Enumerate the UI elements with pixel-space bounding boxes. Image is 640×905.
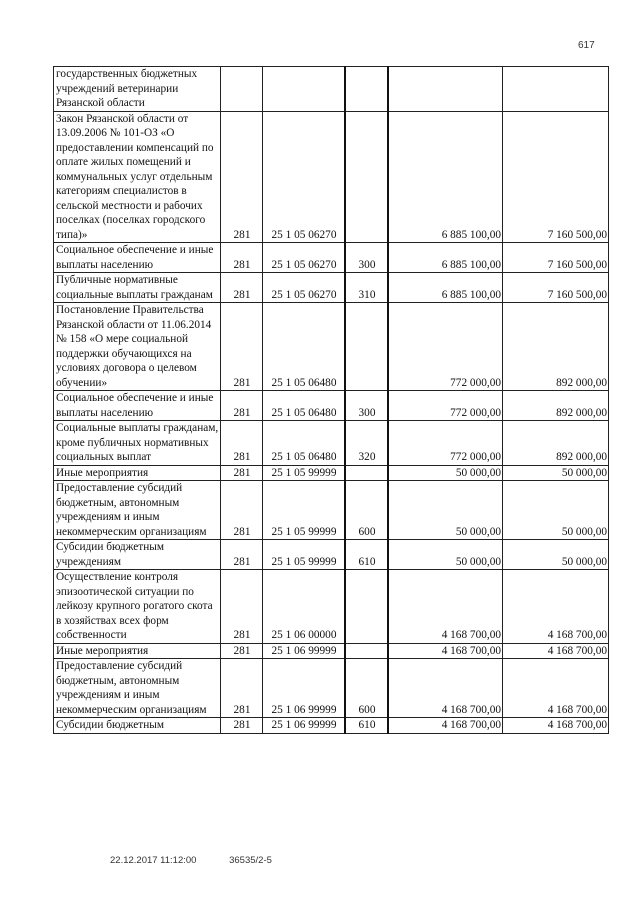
row-name-cell: Закон Рязанской области от 13.09.2006 № 101-ОЗ «О предоставлении компенсаций по оплате жилых помещений и коммунальных услуг отдельным категориям специалистов в сельской местности и рабочих поселках (поселках городского типа)» xyxy=(54,111,221,243)
row-amount-2018-cell: 50 000,00 xyxy=(388,465,503,481)
row-ministry-code-cell: 281 xyxy=(221,243,263,273)
row-target-code-cell: 25 1 05 06480 xyxy=(263,303,346,391)
row-amount-2018-cell: 50 000,00 xyxy=(388,540,503,570)
row-expense-type-cell: 320 xyxy=(345,421,388,466)
footer-document-id: 36535/2-5 xyxy=(229,855,272,866)
row-amount-2019-cell: 4 168 700,00 xyxy=(503,659,609,718)
row-name-cell: Постановление Правительства Рязанской области от 11.06.2014 № 158 «О мере социальной поддержки обучающихся на условиях договора о целевом обучении» xyxy=(54,303,221,391)
row-expense-type-cell xyxy=(345,570,388,644)
footer-timestamp: 22.12.2017 11:12:00 xyxy=(110,855,197,866)
row-ministry-code-cell: 281 xyxy=(221,659,263,718)
table-row xyxy=(54,273,609,303)
row-ministry-code-cell: 281 xyxy=(221,303,263,391)
table-row xyxy=(54,659,609,718)
table-row xyxy=(54,303,609,391)
row-ministry-code-cell: 281 xyxy=(221,481,263,540)
row-name-cell: Иные мероприятия xyxy=(54,643,221,659)
row-ministry-code-cell: 281 xyxy=(221,273,263,303)
row-amount-2019-cell: 50 000,00 xyxy=(503,465,609,481)
row-name-cell: Предоставление субсидий бюджетным, автономным учреждениям и иным некоммерческим организациям xyxy=(54,481,221,540)
row-expense-type-cell: 300 xyxy=(345,243,388,273)
table-row xyxy=(54,643,609,659)
row-target-code-cell: 25 1 05 06270 xyxy=(263,273,346,303)
row-amount-2019-cell: 7 160 500,00 xyxy=(503,111,609,243)
table-row xyxy=(54,718,609,734)
row-name-cell: Субсидии бюджетным учреждениям xyxy=(54,540,221,570)
row-amount-2019-cell: 892 000,00 xyxy=(503,391,609,421)
table-row xyxy=(54,243,609,273)
row-name-cell: Субсидии бюджетным xyxy=(54,718,221,734)
table-row xyxy=(54,465,609,481)
row-ministry-code-cell xyxy=(221,67,263,112)
row-target-code-cell: 25 1 05 06480 xyxy=(263,421,346,466)
row-amount-2018-cell xyxy=(388,67,503,112)
budget-table xyxy=(53,66,609,734)
row-amount-2018-cell: 4 168 700,00 xyxy=(388,659,503,718)
row-amount-2019-cell: 4 168 700,00 xyxy=(503,643,609,659)
row-target-code-cell: 25 1 06 99999 xyxy=(263,718,346,734)
page-footer xyxy=(110,855,302,866)
row-amount-2019-cell: 892 000,00 xyxy=(503,303,609,391)
row-target-code-cell: 25 1 06 99999 xyxy=(263,643,346,659)
row-name-cell: Предоставление субсидий бюджетным, автономным учреждениям и иным некоммерческим организациям xyxy=(54,659,221,718)
row-amount-2018-cell: 772 000,00 xyxy=(388,303,503,391)
row-ministry-code-cell: 281 xyxy=(221,643,263,659)
row-amount-2019-cell: 7 160 500,00 xyxy=(503,273,609,303)
row-expense-type-cell: 610 xyxy=(345,718,388,734)
row-amount-2019-cell: 892 000,00 xyxy=(503,421,609,466)
row-amount-2018-cell: 4 168 700,00 xyxy=(388,718,503,734)
row-name-cell: Публичные нормативные социальные выплаты гражданам xyxy=(54,273,221,303)
row-amount-2018-cell: 4 168 700,00 xyxy=(388,570,503,644)
row-ministry-code-cell: 281 xyxy=(221,111,263,243)
row-expense-type-cell: 310 xyxy=(345,273,388,303)
row-amount-2019-cell: 4 168 700,00 xyxy=(503,718,609,734)
row-target-code-cell: 25 1 06 00000 xyxy=(263,570,346,644)
page-number: 617 xyxy=(578,40,595,51)
row-amount-2019-cell: 4 168 700,00 xyxy=(503,570,609,644)
row-amount-2019-cell xyxy=(503,67,609,112)
row-target-code-cell: 25 1 05 06270 xyxy=(263,111,346,243)
budget-table-body xyxy=(54,67,609,734)
row-expense-type-cell xyxy=(345,303,388,391)
row-expense-type-cell: 600 xyxy=(345,659,388,718)
row-target-code-cell: 25 1 05 06480 xyxy=(263,391,346,421)
row-target-code-cell xyxy=(263,67,346,112)
row-amount-2019-cell: 50 000,00 xyxy=(503,540,609,570)
row-name-cell: государственных бюджетных учреждений ветеринарии Рязанской области xyxy=(54,67,221,112)
row-expense-type-cell xyxy=(345,111,388,243)
row-amount-2018-cell: 6 885 100,00 xyxy=(388,111,503,243)
row-expense-type-cell: 600 xyxy=(345,481,388,540)
row-amount-2018-cell: 772 000,00 xyxy=(388,391,503,421)
row-ministry-code-cell: 281 xyxy=(221,540,263,570)
row-ministry-code-cell: 281 xyxy=(221,465,263,481)
table-row xyxy=(54,481,609,540)
row-name-cell: Осуществление контроля эпизоотической ситуации по лейкозу крупного рогатого скота в хозяйствах всех форм собственности xyxy=(54,570,221,644)
row-name-cell: Социальное обеспечение и иные выплаты населению xyxy=(54,391,221,421)
row-target-code-cell: 25 1 05 06270 xyxy=(263,243,346,273)
row-amount-2019-cell: 7 160 500,00 xyxy=(503,243,609,273)
row-expense-type-cell: 610 xyxy=(345,540,388,570)
row-ministry-code-cell: 281 xyxy=(221,421,263,466)
row-target-code-cell: 25 1 06 99999 xyxy=(263,659,346,718)
row-expense-type-cell xyxy=(345,67,388,112)
table-row xyxy=(54,421,609,466)
row-target-code-cell: 25 1 05 99999 xyxy=(263,465,346,481)
row-ministry-code-cell: 281 xyxy=(221,570,263,644)
row-amount-2019-cell: 50 000,00 xyxy=(503,481,609,540)
row-amount-2018-cell: 6 885 100,00 xyxy=(388,273,503,303)
row-expense-type-cell xyxy=(345,643,388,659)
row-expense-type-cell: 300 xyxy=(345,391,388,421)
row-amount-2018-cell: 772 000,00 xyxy=(388,421,503,466)
row-ministry-code-cell: 281 xyxy=(221,718,263,734)
table-row xyxy=(54,391,609,421)
table-row xyxy=(54,540,609,570)
row-expense-type-cell xyxy=(345,465,388,481)
row-target-code-cell: 25 1 05 99999 xyxy=(263,481,346,540)
row-name-cell: Социальное обеспечение и иные выплаты населению xyxy=(54,243,221,273)
row-amount-2018-cell: 50 000,00 xyxy=(388,481,503,540)
row-target-code-cell: 25 1 05 99999 xyxy=(263,540,346,570)
row-ministry-code-cell: 281 xyxy=(221,391,263,421)
row-name-cell: Социальные выплаты гражданам, кроме публичных нормативных социальных выплат xyxy=(54,421,221,466)
table-row xyxy=(54,570,609,644)
row-amount-2018-cell: 4 168 700,00 xyxy=(388,643,503,659)
table-row xyxy=(54,67,609,112)
table-row xyxy=(54,111,609,243)
row-amount-2018-cell: 6 885 100,00 xyxy=(388,243,503,273)
row-name-cell: Иные мероприятия xyxy=(54,465,221,481)
